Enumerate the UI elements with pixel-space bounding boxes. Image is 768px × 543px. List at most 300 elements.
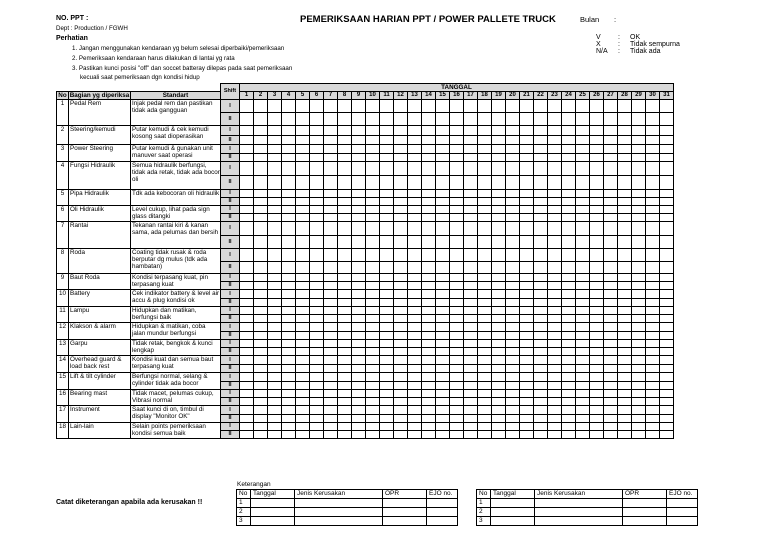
check-cell[interactable] xyxy=(576,431,590,439)
check-cell[interactable] xyxy=(534,190,548,198)
check-cell[interactable] xyxy=(646,348,660,356)
check-cell[interactable] xyxy=(506,382,520,390)
check-cell[interactable] xyxy=(282,126,296,136)
check-cell[interactable] xyxy=(254,307,268,315)
check-cell[interactable] xyxy=(646,236,660,249)
check-cell[interactable] xyxy=(436,249,450,262)
check-cell[interactable] xyxy=(338,348,352,356)
check-cell[interactable] xyxy=(310,100,324,113)
check-cell[interactable] xyxy=(380,136,394,145)
check-cell[interactable] xyxy=(618,206,632,214)
check-cell[interactable] xyxy=(380,206,394,214)
check-cell[interactable] xyxy=(562,315,576,323)
check-cell[interactable] xyxy=(352,154,366,162)
check-cell[interactable] xyxy=(562,340,576,348)
check-cell[interactable] xyxy=(268,154,282,162)
check-cell[interactable] xyxy=(492,113,506,126)
check-cell[interactable] xyxy=(478,274,492,282)
check-cell[interactable] xyxy=(422,340,436,348)
check-cell[interactable] xyxy=(562,126,576,136)
check-cell[interactable] xyxy=(646,415,660,423)
check-cell[interactable] xyxy=(394,365,408,373)
check-cell[interactable] xyxy=(520,390,534,398)
check-cell[interactable] xyxy=(422,390,436,398)
check-cell[interactable] xyxy=(450,323,464,332)
check-cell[interactable] xyxy=(254,236,268,249)
check-cell[interactable] xyxy=(548,262,562,274)
check-cell[interactable] xyxy=(338,126,352,136)
keterangan-cell[interactable] xyxy=(295,508,383,517)
check-cell[interactable] xyxy=(478,423,492,431)
check-cell[interactable] xyxy=(646,100,660,113)
check-cell[interactable] xyxy=(632,176,646,190)
check-cell[interactable] xyxy=(366,290,380,299)
check-cell[interactable] xyxy=(268,315,282,323)
check-cell[interactable] xyxy=(408,222,422,236)
check-cell[interactable] xyxy=(422,431,436,439)
check-cell[interactable] xyxy=(240,249,254,262)
check-cell[interactable] xyxy=(254,290,268,299)
check-cell[interactable] xyxy=(576,176,590,190)
check-cell[interactable] xyxy=(548,190,562,198)
check-cell[interactable] xyxy=(492,315,506,323)
check-cell[interactable] xyxy=(338,176,352,190)
check-cell[interactable] xyxy=(506,274,520,282)
check-cell[interactable] xyxy=(506,423,520,431)
check-cell[interactable] xyxy=(394,222,408,236)
check-cell[interactable] xyxy=(534,214,548,222)
check-cell[interactable] xyxy=(240,190,254,198)
check-cell[interactable] xyxy=(618,222,632,236)
check-cell[interactable] xyxy=(408,176,422,190)
check-cell[interactable] xyxy=(380,145,394,154)
check-cell[interactable] xyxy=(660,323,674,332)
check-cell[interactable] xyxy=(282,198,296,206)
check-cell[interactable] xyxy=(408,206,422,214)
check-cell[interactable] xyxy=(422,136,436,145)
check-cell[interactable] xyxy=(352,373,366,382)
check-cell[interactable] xyxy=(632,249,646,262)
check-cell[interactable] xyxy=(282,262,296,274)
check-cell[interactable] xyxy=(324,348,338,356)
check-cell[interactable] xyxy=(296,190,310,198)
check-cell[interactable] xyxy=(464,423,478,431)
check-cell[interactable] xyxy=(324,290,338,299)
check-cell[interactable] xyxy=(310,398,324,406)
check-cell[interactable] xyxy=(562,382,576,390)
check-cell[interactable] xyxy=(632,145,646,154)
check-cell[interactable] xyxy=(632,299,646,307)
check-cell[interactable] xyxy=(394,398,408,406)
check-cell[interactable] xyxy=(380,423,394,431)
check-cell[interactable] xyxy=(338,236,352,249)
check-cell[interactable] xyxy=(590,274,604,282)
check-cell[interactable] xyxy=(366,307,380,315)
check-cell[interactable] xyxy=(548,406,562,415)
check-cell[interactable] xyxy=(282,236,296,249)
check-cell[interactable] xyxy=(604,332,618,340)
check-cell[interactable] xyxy=(478,373,492,382)
check-cell[interactable] xyxy=(268,145,282,154)
check-cell[interactable] xyxy=(576,198,590,206)
check-cell[interactable] xyxy=(268,236,282,249)
check-cell[interactable] xyxy=(492,282,506,290)
check-cell[interactable] xyxy=(618,274,632,282)
check-cell[interactable] xyxy=(380,126,394,136)
check-cell[interactable] xyxy=(534,222,548,236)
check-cell[interactable] xyxy=(604,222,618,236)
keterangan-cell[interactable] xyxy=(251,508,295,517)
check-cell[interactable] xyxy=(478,154,492,162)
check-cell[interactable] xyxy=(660,236,674,249)
check-cell[interactable] xyxy=(282,206,296,214)
check-cell[interactable] xyxy=(478,113,492,126)
check-cell[interactable] xyxy=(618,290,632,299)
check-cell[interactable] xyxy=(632,100,646,113)
check-cell[interactable] xyxy=(464,323,478,332)
check-cell[interactable] xyxy=(506,290,520,299)
check-cell[interactable] xyxy=(618,398,632,406)
check-cell[interactable] xyxy=(520,332,534,340)
check-cell[interactable] xyxy=(548,113,562,126)
check-cell[interactable] xyxy=(632,113,646,126)
check-cell[interactable] xyxy=(352,113,366,126)
check-cell[interactable] xyxy=(618,373,632,382)
check-cell[interactable] xyxy=(436,382,450,390)
check-cell[interactable] xyxy=(296,415,310,423)
check-cell[interactable] xyxy=(534,390,548,398)
check-cell[interactable] xyxy=(296,423,310,431)
check-cell[interactable] xyxy=(296,348,310,356)
check-cell[interactable] xyxy=(548,290,562,299)
check-cell[interactable] xyxy=(492,323,506,332)
check-cell[interactable] xyxy=(422,299,436,307)
check-cell[interactable] xyxy=(492,145,506,154)
check-cell[interactable] xyxy=(282,299,296,307)
check-cell[interactable] xyxy=(506,249,520,262)
check-cell[interactable] xyxy=(576,206,590,214)
check-cell[interactable] xyxy=(478,398,492,406)
check-cell[interactable] xyxy=(394,100,408,113)
check-cell[interactable] xyxy=(632,373,646,382)
check-cell[interactable] xyxy=(562,431,576,439)
check-cell[interactable] xyxy=(408,423,422,431)
check-cell[interactable] xyxy=(520,373,534,382)
check-cell[interactable] xyxy=(324,382,338,390)
check-cell[interactable] xyxy=(492,126,506,136)
check-cell[interactable] xyxy=(562,390,576,398)
check-cell[interactable] xyxy=(562,290,576,299)
check-cell[interactable] xyxy=(450,136,464,145)
check-cell[interactable] xyxy=(240,206,254,214)
check-cell[interactable] xyxy=(352,176,366,190)
check-cell[interactable] xyxy=(422,145,436,154)
check-cell[interactable] xyxy=(436,126,450,136)
check-cell[interactable] xyxy=(338,136,352,145)
check-cell[interactable] xyxy=(506,100,520,113)
check-cell[interactable] xyxy=(534,136,548,145)
check-cell[interactable] xyxy=(240,415,254,423)
check-cell[interactable] xyxy=(660,190,674,198)
check-cell[interactable] xyxy=(282,356,296,365)
check-cell[interactable] xyxy=(408,126,422,136)
check-cell[interactable] xyxy=(268,340,282,348)
check-cell[interactable] xyxy=(632,262,646,274)
check-cell[interactable] xyxy=(478,415,492,423)
check-cell[interactable] xyxy=(366,406,380,415)
check-cell[interactable] xyxy=(618,249,632,262)
check-cell[interactable] xyxy=(422,332,436,340)
check-cell[interactable] xyxy=(632,198,646,206)
check-cell[interactable] xyxy=(576,274,590,282)
check-cell[interactable] xyxy=(254,126,268,136)
check-cell[interactable] xyxy=(590,332,604,340)
check-cell[interactable] xyxy=(352,356,366,365)
check-cell[interactable] xyxy=(464,262,478,274)
check-cell[interactable] xyxy=(282,307,296,315)
check-cell[interactable] xyxy=(590,154,604,162)
check-cell[interactable] xyxy=(240,323,254,332)
check-cell[interactable] xyxy=(352,406,366,415)
check-cell[interactable] xyxy=(478,290,492,299)
check-cell[interactable] xyxy=(352,198,366,206)
check-cell[interactable] xyxy=(268,415,282,423)
check-cell[interactable] xyxy=(618,323,632,332)
check-cell[interactable] xyxy=(436,290,450,299)
check-cell[interactable] xyxy=(338,365,352,373)
check-cell[interactable] xyxy=(282,176,296,190)
check-cell[interactable] xyxy=(268,100,282,113)
check-cell[interactable] xyxy=(352,222,366,236)
check-cell[interactable] xyxy=(548,154,562,162)
check-cell[interactable] xyxy=(604,206,618,214)
check-cell[interactable] xyxy=(548,356,562,365)
check-cell[interactable] xyxy=(422,249,436,262)
check-cell[interactable] xyxy=(380,415,394,423)
check-cell[interactable] xyxy=(240,262,254,274)
check-cell[interactable] xyxy=(282,290,296,299)
check-cell[interactable] xyxy=(464,299,478,307)
check-cell[interactable] xyxy=(618,162,632,176)
check-cell[interactable] xyxy=(520,282,534,290)
check-cell[interactable] xyxy=(366,190,380,198)
check-cell[interactable] xyxy=(352,214,366,222)
check-cell[interactable] xyxy=(380,262,394,274)
check-cell[interactable] xyxy=(534,154,548,162)
check-cell[interactable] xyxy=(478,282,492,290)
check-cell[interactable] xyxy=(632,222,646,236)
check-cell[interactable] xyxy=(604,274,618,282)
check-cell[interactable] xyxy=(436,136,450,145)
check-cell[interactable] xyxy=(562,198,576,206)
check-cell[interactable] xyxy=(296,222,310,236)
check-cell[interactable] xyxy=(324,198,338,206)
check-cell[interactable] xyxy=(660,356,674,365)
check-cell[interactable] xyxy=(534,348,548,356)
check-cell[interactable] xyxy=(464,390,478,398)
check-cell[interactable] xyxy=(408,154,422,162)
check-cell[interactable] xyxy=(534,406,548,415)
check-cell[interactable] xyxy=(254,262,268,274)
check-cell[interactable] xyxy=(520,262,534,274)
check-cell[interactable] xyxy=(366,274,380,282)
check-cell[interactable] xyxy=(380,390,394,398)
check-cell[interactable] xyxy=(604,423,618,431)
check-cell[interactable] xyxy=(352,136,366,145)
check-cell[interactable] xyxy=(618,190,632,198)
check-cell[interactable] xyxy=(562,307,576,315)
check-cell[interactable] xyxy=(310,356,324,365)
check-cell[interactable] xyxy=(436,390,450,398)
check-cell[interactable] xyxy=(240,332,254,340)
check-cell[interactable] xyxy=(534,162,548,176)
check-cell[interactable] xyxy=(604,290,618,299)
check-cell[interactable] xyxy=(646,307,660,315)
check-cell[interactable] xyxy=(576,315,590,323)
check-cell[interactable] xyxy=(408,274,422,282)
check-cell[interactable] xyxy=(268,190,282,198)
check-cell[interactable] xyxy=(492,154,506,162)
check-cell[interactable] xyxy=(268,299,282,307)
check-cell[interactable] xyxy=(576,262,590,274)
check-cell[interactable] xyxy=(338,323,352,332)
check-cell[interactable] xyxy=(352,299,366,307)
check-cell[interactable] xyxy=(268,206,282,214)
check-cell[interactable] xyxy=(646,398,660,406)
check-cell[interactable] xyxy=(660,113,674,126)
check-cell[interactable] xyxy=(296,145,310,154)
check-cell[interactable] xyxy=(338,282,352,290)
check-cell[interactable] xyxy=(338,274,352,282)
keterangan-cell[interactable] xyxy=(667,517,698,526)
check-cell[interactable] xyxy=(520,206,534,214)
check-cell[interactable] xyxy=(478,206,492,214)
check-cell[interactable] xyxy=(548,307,562,315)
check-cell[interactable] xyxy=(520,382,534,390)
check-cell[interactable] xyxy=(408,136,422,145)
check-cell[interactable] xyxy=(296,176,310,190)
check-cell[interactable] xyxy=(576,406,590,415)
check-cell[interactable] xyxy=(548,214,562,222)
check-cell[interactable] xyxy=(590,382,604,390)
check-cell[interactable] xyxy=(380,323,394,332)
check-cell[interactable] xyxy=(352,249,366,262)
check-cell[interactable] xyxy=(506,332,520,340)
check-cell[interactable] xyxy=(268,176,282,190)
check-cell[interactable] xyxy=(338,390,352,398)
check-cell[interactable] xyxy=(436,348,450,356)
check-cell[interactable] xyxy=(604,406,618,415)
check-cell[interactable] xyxy=(352,431,366,439)
check-cell[interactable] xyxy=(352,323,366,332)
check-cell[interactable] xyxy=(282,190,296,198)
check-cell[interactable] xyxy=(534,198,548,206)
check-cell[interactable] xyxy=(422,323,436,332)
check-cell[interactable] xyxy=(436,145,450,154)
check-cell[interactable] xyxy=(590,162,604,176)
check-cell[interactable] xyxy=(548,176,562,190)
check-cell[interactable] xyxy=(408,332,422,340)
check-cell[interactable] xyxy=(548,390,562,398)
check-cell[interactable] xyxy=(548,145,562,154)
check-cell[interactable] xyxy=(282,154,296,162)
check-cell[interactable] xyxy=(380,198,394,206)
check-cell[interactable] xyxy=(436,190,450,198)
check-cell[interactable] xyxy=(590,206,604,214)
check-cell[interactable] xyxy=(268,373,282,382)
check-cell[interactable] xyxy=(506,282,520,290)
check-cell[interactable] xyxy=(590,299,604,307)
check-cell[interactable] xyxy=(296,154,310,162)
check-cell[interactable] xyxy=(520,398,534,406)
check-cell[interactable] xyxy=(366,262,380,274)
check-cell[interactable] xyxy=(296,356,310,365)
check-cell[interactable] xyxy=(590,282,604,290)
check-cell[interactable] xyxy=(478,340,492,348)
check-cell[interactable] xyxy=(576,249,590,262)
check-cell[interactable] xyxy=(548,323,562,332)
check-cell[interactable] xyxy=(492,290,506,299)
check-cell[interactable] xyxy=(240,348,254,356)
check-cell[interactable] xyxy=(632,315,646,323)
check-cell[interactable] xyxy=(310,307,324,315)
check-cell[interactable] xyxy=(380,214,394,222)
check-cell[interactable] xyxy=(338,162,352,176)
check-cell[interactable] xyxy=(268,332,282,340)
check-cell[interactable] xyxy=(618,236,632,249)
check-cell[interactable] xyxy=(660,382,674,390)
check-cell[interactable] xyxy=(604,282,618,290)
check-cell[interactable] xyxy=(520,176,534,190)
check-cell[interactable] xyxy=(422,236,436,249)
check-cell[interactable] xyxy=(450,154,464,162)
check-cell[interactable] xyxy=(464,315,478,323)
check-cell[interactable] xyxy=(380,299,394,307)
check-cell[interactable] xyxy=(576,307,590,315)
check-cell[interactable] xyxy=(310,299,324,307)
check-cell[interactable] xyxy=(646,214,660,222)
check-cell[interactable] xyxy=(548,100,562,113)
check-cell[interactable] xyxy=(450,214,464,222)
check-cell[interactable] xyxy=(562,176,576,190)
check-cell[interactable] xyxy=(324,214,338,222)
check-cell[interactable] xyxy=(380,274,394,282)
check-cell[interactable] xyxy=(366,348,380,356)
check-cell[interactable] xyxy=(590,423,604,431)
check-cell[interactable] xyxy=(604,214,618,222)
check-cell[interactable] xyxy=(436,100,450,113)
keterangan-cell[interactable] xyxy=(427,499,458,508)
check-cell[interactable] xyxy=(548,382,562,390)
check-cell[interactable] xyxy=(478,348,492,356)
check-cell[interactable] xyxy=(534,307,548,315)
check-cell[interactable] xyxy=(240,315,254,323)
check-cell[interactable] xyxy=(618,365,632,373)
check-cell[interactable] xyxy=(310,274,324,282)
check-cell[interactable] xyxy=(268,431,282,439)
check-cell[interactable] xyxy=(352,390,366,398)
check-cell[interactable] xyxy=(380,290,394,299)
check-cell[interactable] xyxy=(562,274,576,282)
check-cell[interactable] xyxy=(394,356,408,365)
check-cell[interactable] xyxy=(450,356,464,365)
check-cell[interactable] xyxy=(324,299,338,307)
check-cell[interactable] xyxy=(450,348,464,356)
check-cell[interactable] xyxy=(296,299,310,307)
check-cell[interactable] xyxy=(268,398,282,406)
check-cell[interactable] xyxy=(576,373,590,382)
check-cell[interactable] xyxy=(478,162,492,176)
